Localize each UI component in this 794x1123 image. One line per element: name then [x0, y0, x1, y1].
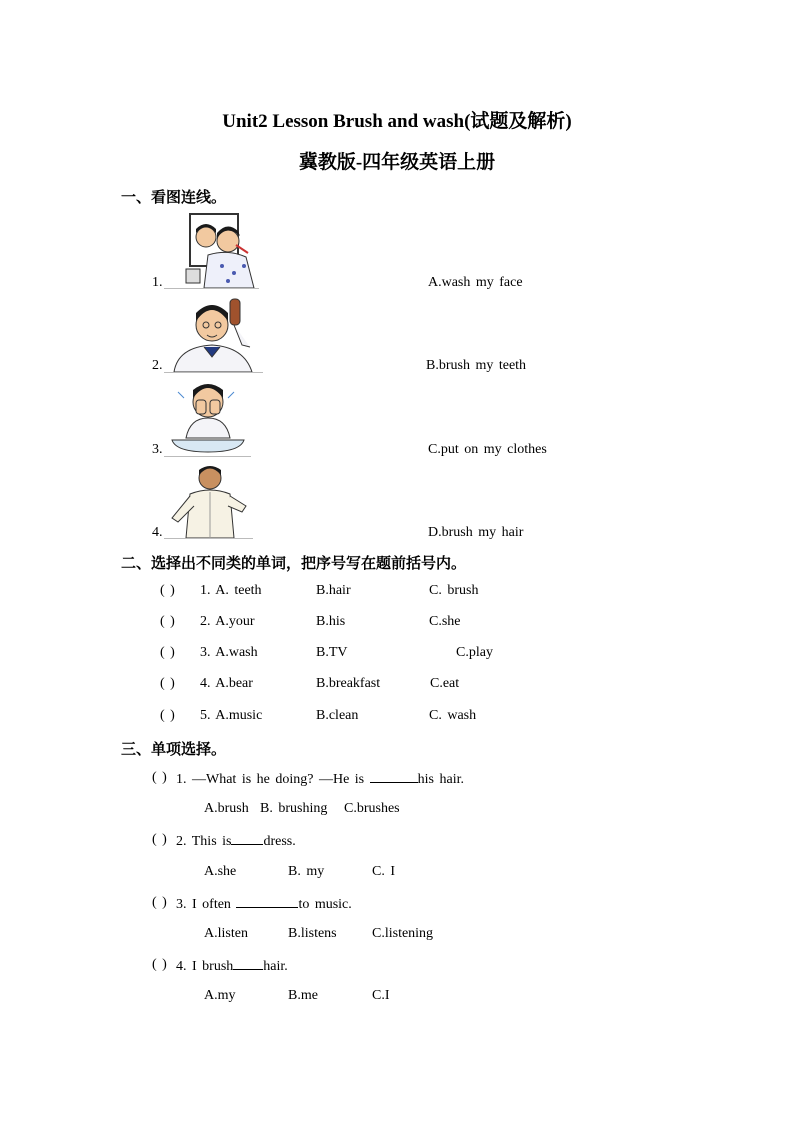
question-text — [176, 832, 296, 850]
question-option-b: B.TV — [316, 645, 348, 660]
choice-a: A.listen — [204, 926, 248, 941]
question-text — [176, 770, 464, 788]
question-suffix: his hair. — [417, 772, 464, 787]
question-prefix: 1. —What is he doing? —He is — [176, 772, 370, 787]
section3-heading: 三、单项选择。 — [121, 740, 227, 758]
question-option-a: 2. A.your — [200, 614, 255, 629]
question-option-a: 3. A.wash — [200, 645, 258, 660]
question-option-b: B.his — [316, 614, 346, 629]
choice-c: C.I — [372, 988, 390, 1003]
choice-a: A.my — [204, 988, 236, 1003]
question-text — [176, 957, 288, 975]
match-option-d: D.brush my hair — [428, 525, 524, 540]
question-suffix: hair. — [263, 959, 288, 974]
question-option-c: C. brush — [429, 583, 479, 598]
question-option-a: 1. A. teeth — [200, 583, 262, 598]
question-option-c: C.eat — [430, 676, 460, 691]
choice-c: C.brushes — [344, 801, 400, 816]
answer-bracket[interactable]: ( ) — [160, 645, 175, 660]
question-prefix: 2. This is — [176, 834, 232, 849]
question-option-c: C.play — [456, 645, 493, 660]
question-option-b: B.breakfast — [316, 676, 381, 691]
match-number-2: 2. — [152, 358, 163, 373]
choice-a: A.she — [204, 864, 237, 879]
page-subtitle: 冀教版-四年级英语上册 — [298, 152, 496, 173]
choice-a: A.brush — [204, 801, 249, 816]
question-text — [176, 895, 352, 913]
choice-b: B. brushing — [260, 801, 328, 816]
choice-b: B.listens — [288, 926, 337, 941]
answer-bracket[interactable]: ( ) — [160, 583, 175, 598]
question-option-b: B.hair — [316, 583, 351, 598]
answer-bracket[interactable]: ( ) — [160, 614, 175, 629]
question-prefix: 3. I often — [176, 897, 237, 912]
question-suffix: dress. — [263, 834, 296, 849]
picture-brush-teeth — [164, 211, 259, 289]
answer-blank[interactable] — [236, 895, 298, 908]
answer-bracket[interactable]: ( ) — [160, 676, 175, 691]
match-option-b: B.brush my teeth — [426, 358, 527, 373]
section2-heading: 二、选择出不同类的单词，把序号写在题前括号内。 — [121, 554, 467, 572]
picture-brush-hair — [164, 295, 263, 373]
answer-bracket[interactable]: ( ) — [152, 770, 167, 785]
question-prefix: 4. I brush — [176, 959, 234, 974]
choice-b: B. my — [288, 864, 325, 879]
answer-bracket[interactable]: ( ) — [152, 895, 167, 910]
match-option-a: A.wash my face — [428, 275, 523, 290]
answer-blank[interactable] — [370, 770, 418, 783]
answer-blank[interactable] — [233, 957, 263, 970]
question-option-c: C. wash — [429, 708, 477, 723]
question-option-c: C.she — [429, 614, 461, 629]
question-option-a: 4. A.bear — [200, 676, 253, 691]
question-option-a: 5. A.music — [200, 708, 263, 723]
answer-bracket[interactable]: ( ) — [160, 708, 175, 723]
match-number-1: 1. — [152, 275, 163, 290]
section1-heading: 一、看图连线。 — [121, 188, 227, 206]
page-title: Unit2 Lesson Brush and wash(试题及解析) — [222, 111, 572, 132]
picture-wash-face — [164, 378, 251, 457]
question-suffix: to music. — [298, 897, 352, 912]
question-option-b: B.clean — [316, 708, 359, 723]
choice-c: C. I — [372, 864, 395, 879]
match-number-4: 4. — [152, 525, 163, 540]
answer-bracket[interactable]: ( ) — [152, 957, 167, 972]
choice-c: C.listening — [372, 926, 434, 941]
choice-b: B.me — [288, 988, 318, 1003]
picture-put-on-clothes — [164, 462, 253, 539]
answer-bracket[interactable]: ( ) — [152, 832, 167, 847]
answer-blank[interactable] — [231, 832, 263, 845]
match-option-c: C.put on my clothes — [428, 442, 547, 457]
match-number-3: 3. — [152, 442, 163, 457]
